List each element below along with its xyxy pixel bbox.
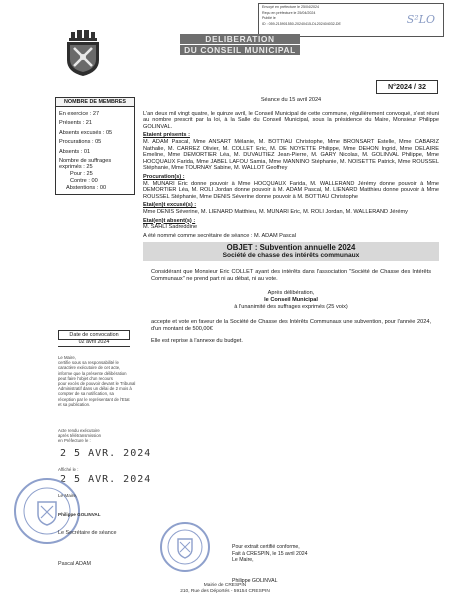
members-presents: Présents : 21 [59, 120, 92, 126]
seal-icon [160, 522, 210, 572]
page-footer [100, 583, 350, 595]
mayor-note-line: et sa publication. [58, 401, 91, 407]
mayor-note-line: caractère exécutoire de cet acte, [58, 365, 121, 371]
mayor-note-line: certifie sous sa responsabilité le [58, 360, 119, 366]
extrait-line: Elle est reprise à l'annexe du budget. [151, 338, 243, 345]
members-absents-excuses: Absents excusés : 05 [59, 129, 113, 136]
signature-block [232, 544, 382, 584]
signature-place-date: Fait à CRESPIN, le 15 avril 2024 [232, 550, 308, 557]
apres-deliberation: Après délibération, [267, 290, 315, 297]
stamp-line-sent: Envoyé en préfecture le 25/04/2024 [262, 5, 319, 9]
receipt-line: Acte rendu exécutoire [58, 428, 100, 433]
footer-mairie: Mairie de CRESPIN [203, 583, 247, 588]
excuses-heading: Etai(en)t excusé(s) : [143, 202, 197, 209]
seance-date: Séance du 15 avril 2024 [260, 97, 322, 103]
considerant-paragraph: Considérant que Monsieur Eric COLLET ayant des intérêts dans l'association "Société de Chasse des Intérêts Communaux" ne prend part ni au débat, ni au vote. [151, 269, 431, 282]
mayor-certification [58, 355, 138, 407]
absents-list: M. SAHLI Sadreddine [143, 224, 198, 231]
members-en-exercice: En exercice : 27 [59, 110, 100, 117]
members-abstentions: Abstentions : 00 [66, 185, 107, 191]
members-contre: Contre : 00 [70, 178, 98, 184]
receipt-line: après télétransmission [58, 433, 101, 439]
prefecture-stamp [258, 3, 444, 37]
objet-banner [143, 242, 439, 261]
mayor-note-line: réception par le représentant de l'Etat [58, 396, 130, 402]
members-absents: Absents : 01 [59, 148, 91, 155]
executory-date-stamp: 2 5 AVR. 2024 [60, 448, 152, 459]
slo-mark: S²LO [406, 13, 435, 26]
footer-address: 210, Rue des Déportés - 59154 CRESPIN [180, 589, 270, 594]
mayor-note-line: informe que la présente délibération [58, 370, 127, 376]
affiche-label: Affiché le : [58, 467, 79, 472]
title-line-1: DELIBERATION [180, 34, 300, 44]
deliberation-title [180, 34, 300, 56]
presents-list: M. ADAM Pascal, Mme ANSART Mélanie, M. BOTTIAU Christophe, Mme BRONSART Estelle, Mme CABARIZ Nathalie, M. CARREZ Olivier, M. COLLET Eric, M. DE NOYETTE Philippe, Mme DEHON Ingrid, Mme DELAIRE Emeline, Mme DEMORTIER Léa, M. DUVAUTIEZ Jean-Pierre, M. GARY Nicolas, M. GOLINVAL Philippe, Mme HOCQUAUX Farida, Mme JABEL LAFOU Samia, Mme MANNINO Stéphanie, M. NOISETTE Patrick, Mme ROUSSEL Stéphanie, Mme TOURNAY Sabine, M. WALLOT Geoffrey [143, 138, 439, 172]
unanimite-line: à l'unanimité des suffrages exprimés (25 voix) [234, 303, 348, 310]
crest-icon [62, 30, 104, 76]
procurations-heading: Procuration(s) : [143, 173, 185, 180]
members-box [55, 97, 135, 195]
convocation-date: 02 avril 2024 [58, 338, 130, 347]
objet-title: OBJET : Subvention annuelle 2024 [226, 243, 356, 253]
presents-heading: Etaient présents : [143, 132, 190, 139]
intro-paragraph: L'an deux mil vingt quatre, le quinze avril, le Conseil Municipal de cette commune, régulièrement convoqué, s'est réuni au nombre prescrit par la loi, à la Salle du Conseil Municipal, sous la présidence du Maire, Monsieur Philippe GOLINVAL. [143, 110, 439, 130]
mayor-note-line: Administratif dans un délai de 2 mois à [58, 386, 132, 392]
secretaire-nomination: A été nommé comme secrétaire de séance : M. ADAM Pascal [143, 232, 296, 239]
executory-receipt [58, 428, 138, 444]
members-procurations: Procurations : 05 [59, 139, 102, 145]
members-suffrages: Nombre de suffrages exprimés : 25 [59, 158, 112, 170]
signature-certified: Pour extrait certifié conforme, [232, 544, 300, 550]
stamp-line-id: ID : 059-215901550-20240415-DL202404032-DE [262, 21, 341, 26]
deliberation-body [143, 97, 439, 347]
secretaire-name: Pascal ADAM [58, 561, 91, 567]
members-pour: Pour : 25 [70, 171, 93, 177]
excuses-list: Mme DENIS Séverine, M. LIENARD Matthieu, M. MUNARI Eric, M. ROLI Jordan, M. WALLERAND Jérémy [143, 208, 408, 215]
decision-text [143, 269, 439, 345]
accepte-paragraph: accepte et vote en faveur de la Société de Chasse des Intérêts Communaux une subvention, pour l'année 2024, d'un montant de 500,00€ [151, 319, 431, 332]
deliberation-number: N°2024 / 32 [376, 80, 438, 94]
convocation-label: Date de convocation [58, 330, 130, 340]
conseil-municipal: le Conseil Municipal [264, 297, 318, 304]
members-title: NOMBRE DE MEMBRES [56, 98, 134, 107]
left-maire-label: Le Maire, [58, 493, 78, 498]
affiche-date-stamp: 2 5 AVR. 2024 [60, 474, 152, 485]
mayor-note-line: compter de sa notification, sa [58, 391, 114, 397]
secretaire-label: Le Secrétaire de séance [58, 530, 117, 536]
objet-subtitle: Société de chasse des intérêts communaux [222, 252, 360, 260]
stamp-line-received: Reçu en préfecture le 25/04/2024 [262, 10, 316, 15]
absents-heading: Etai(en)t absent(s) : [143, 217, 196, 224]
signature-maire-label: Le Maire, [232, 557, 254, 564]
mayor-note-line: Le Maire, [58, 355, 76, 360]
receipt-line: en Préfecture le : [58, 438, 91, 444]
stamp-line-published: Publié le [262, 16, 276, 21]
mayor-note-line: peut faire l'objet d'un recours [58, 375, 113, 381]
procurations-list: M. MUNARI Eric donne pouvoir à Mme HOCQUAUX Farida, M. WALLERAND Jérémy donne pouvoir à Mme DEMORTIER Léa, M. ROLI Jordan donne pouvoir à M. ADAM Pascal, M. LIENARD Matthieu donne pouvoir à Mme ROUSSEL Stéphanie, Mme DENIS Séverine donne pouvoir à M. BOTTIAU Christophe [143, 180, 439, 200]
title-line-2: DU CONSEIL MUNICIPAL [180, 45, 300, 55]
signature-maire-name: Philippe GOLINVAL [232, 577, 278, 584]
mayor-note-line: pour excès de pouvoir devant le Tribunal [58, 381, 136, 387]
left-maire-name: Philippe GOLINVAL [58, 512, 101, 517]
